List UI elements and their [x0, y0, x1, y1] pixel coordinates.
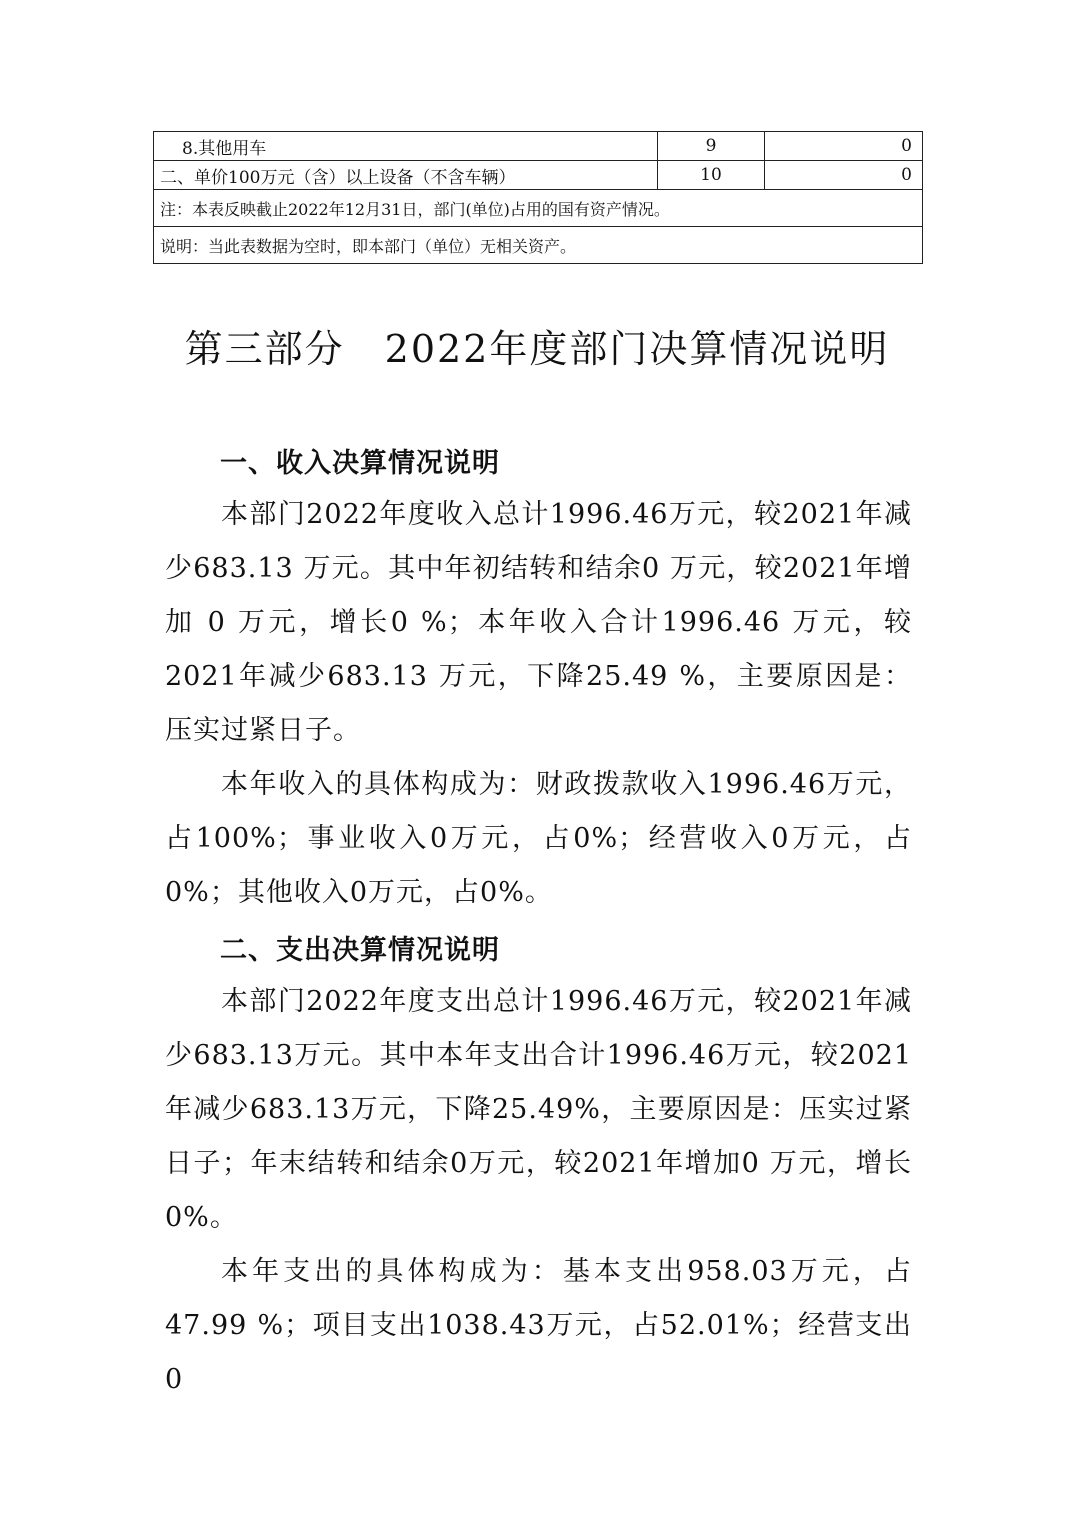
section-heading-income: 一、收入决算情况说明 — [220, 448, 500, 479]
table-note-row — [154, 190, 923, 227]
table-explanation-row — [154, 227, 923, 264]
income-paragraph-1: 本部门2022年度收入总计1996.46万元，较2021年减少683.13 万元。其中年初结转和结余0 万元，较2021年增加 0 万元，增长0 %；本年收入合计1996.46 万元，较2021年减少683.13 万元，下降25.49 %，主要原因是：压实过紧日子。 — [165, 499, 912, 746]
row-item: 8.其他用车 — [154, 132, 658, 161]
table-note: 注：本表反映截止2022年12月31日，部门(单位)占用的国有资产情况。 — [154, 190, 923, 227]
table-explanation: 说明：当此表数据为空时，即本部门（单位）无相关资产。 — [154, 227, 923, 264]
row-number: 9 — [658, 132, 765, 161]
income-paragraph-2: 本年收入的具体构成为：财政拨款收入1996.46万元，占100%；事业收入0万元，占0%；经营收入0万元，占0%；其他收入0万元，占0%。 — [165, 769, 912, 908]
row-value: 0 — [765, 161, 923, 190]
expenditure-paragraph-1: 本部门2022年度支出总计1996.46万元，较2021年减少683.13万元。其中本年支出合计1996.46万元，较2021年减少683.13万元，下降25.49%，主要原因是：压实过紧日子；年末结转和结余0万元，较2021年增加0 万元，增长0%。 — [165, 986, 912, 1233]
part-title: 第三部分 2022年度部门决算情况说明 — [184, 327, 890, 371]
row-value: 0 — [765, 132, 923, 161]
asset-table — [153, 131, 923, 264]
table-row — [154, 161, 923, 190]
row-item: 二、单价100万元（含）以上设备（不含车辆） — [154, 161, 658, 190]
table-row — [154, 132, 923, 161]
section-heading-expenditure: 二、支出决算情况说明 — [220, 935, 500, 966]
row-number: 10 — [658, 161, 765, 190]
expenditure-paragraph-2: 本年支出的具体构成为：基本支出958.03万元，占47.99 %；项目支出1038.43万元，占52.01%；经营支出0 — [165, 1256, 912, 1395]
